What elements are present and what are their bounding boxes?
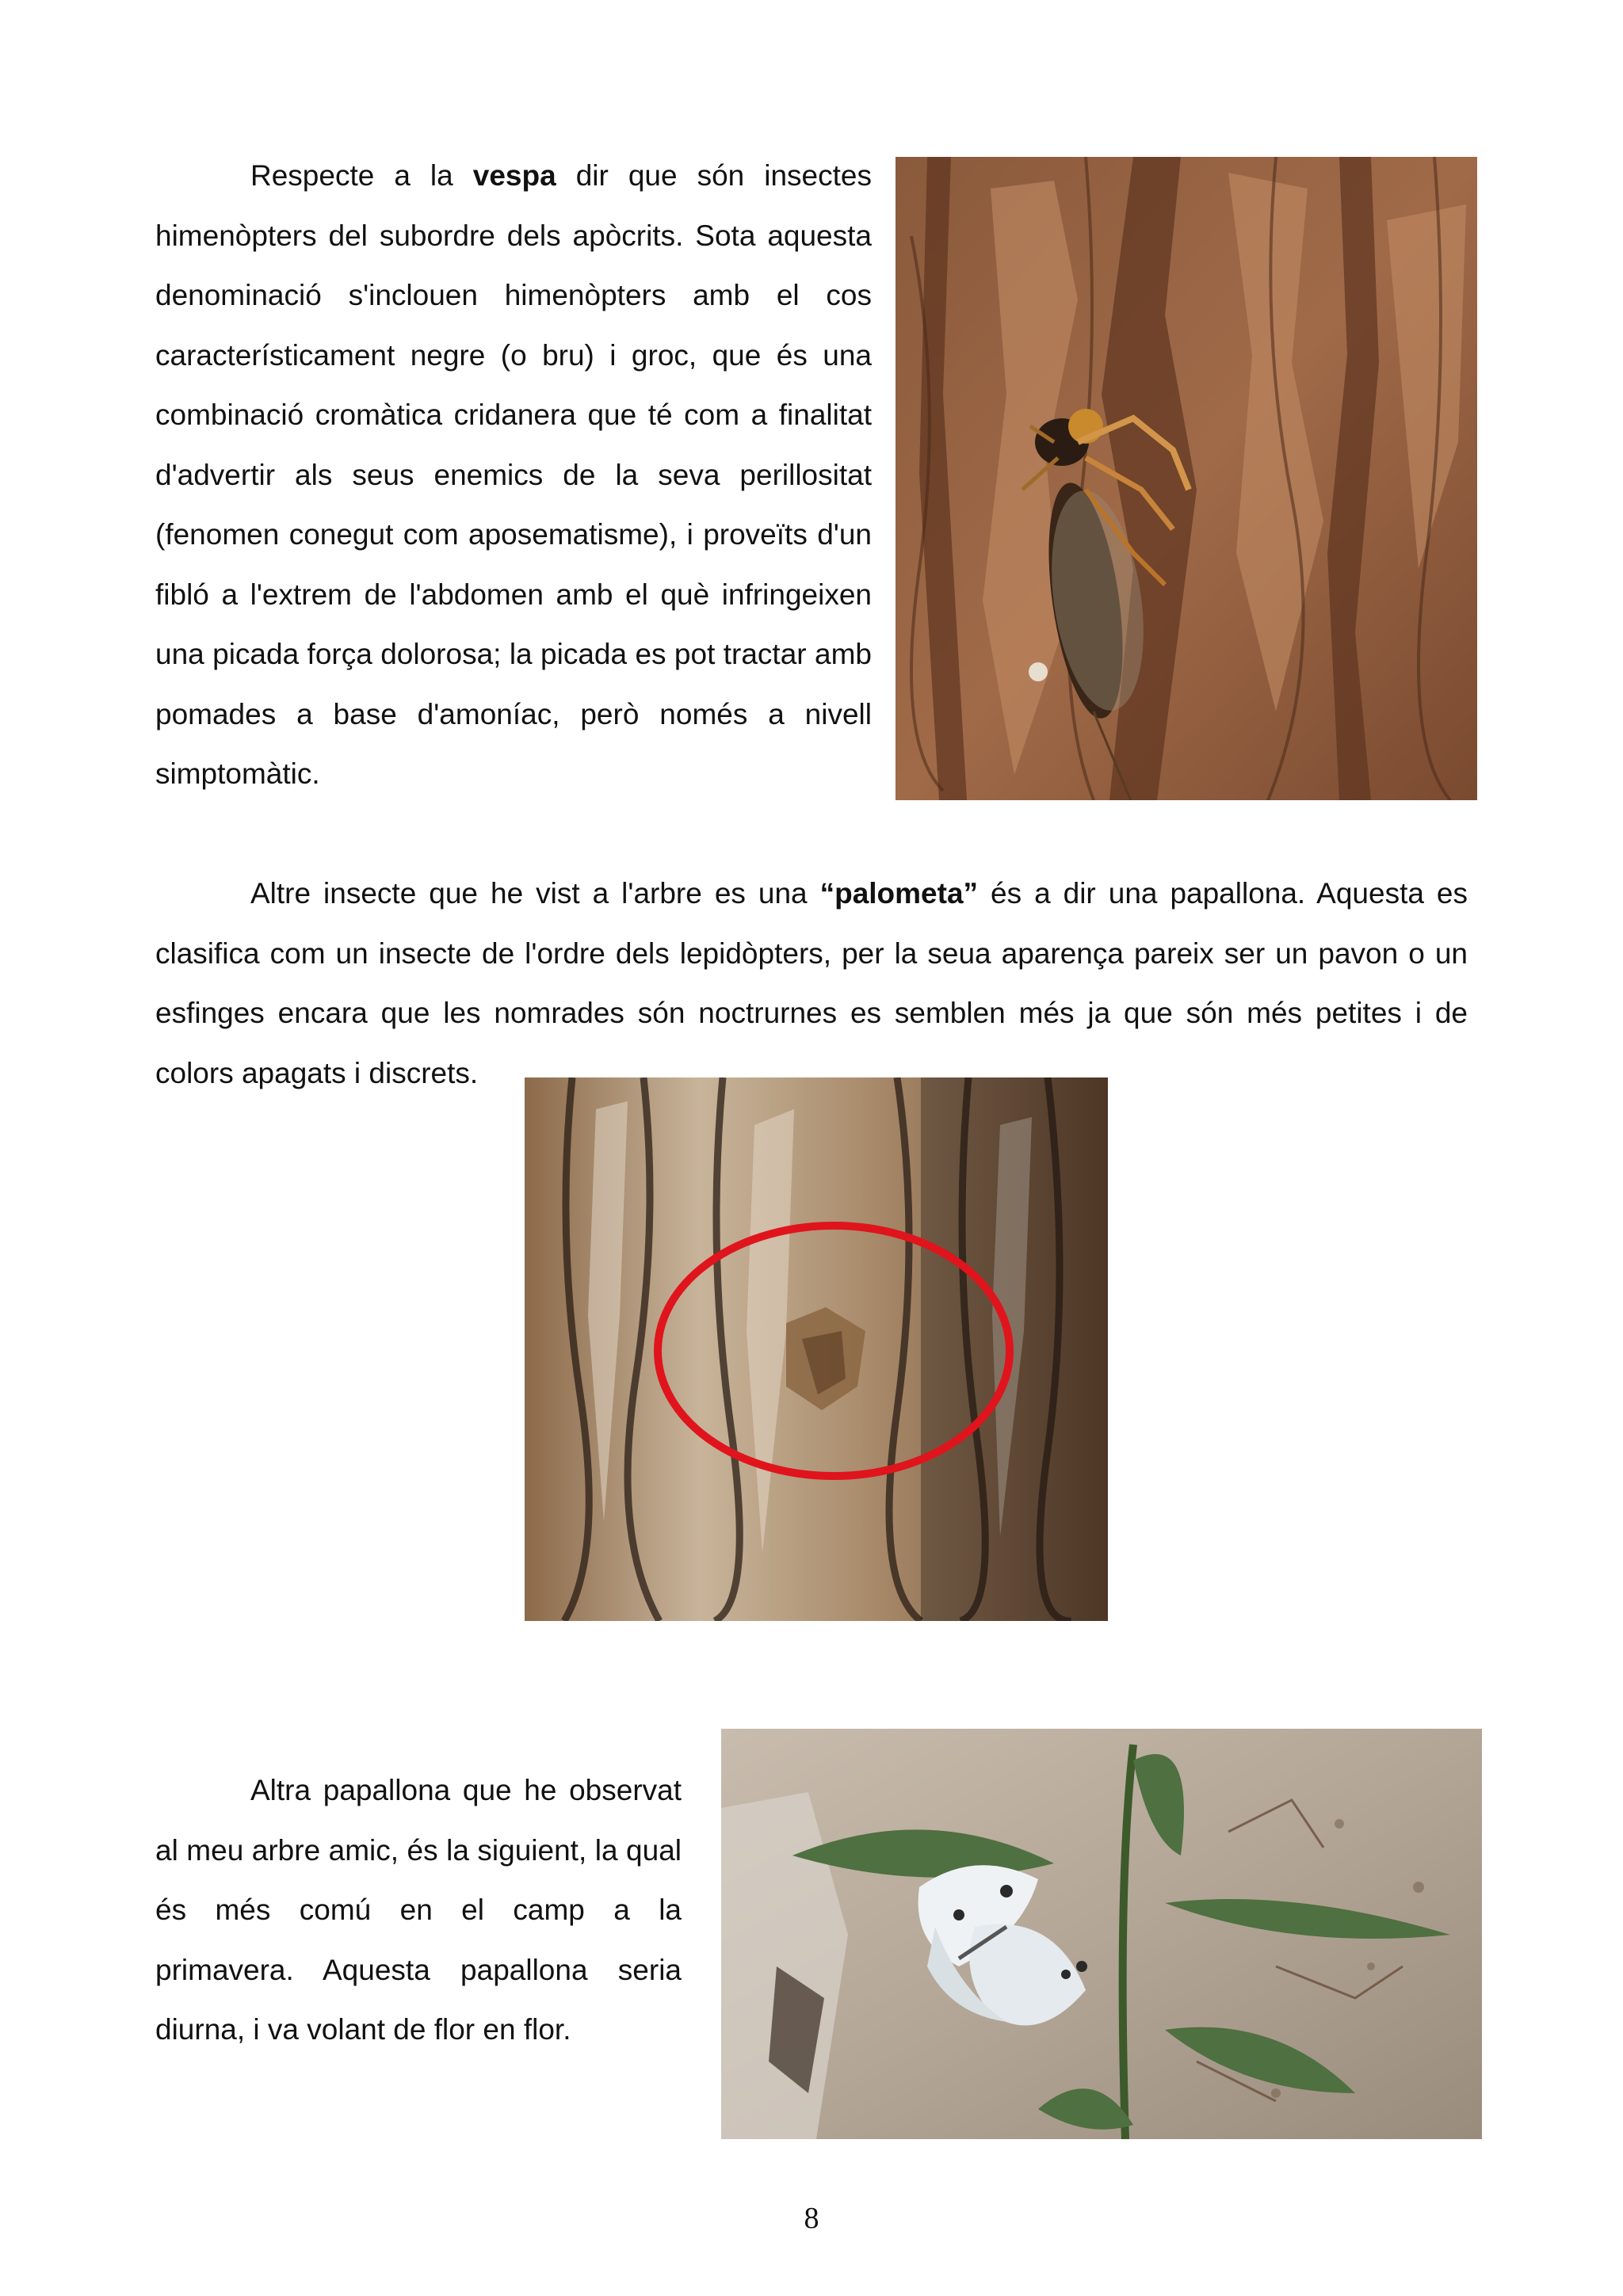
paragraph-moth bbox=[155, 864, 1468, 1103]
wasp-text-start: Respecte a la bbox=[250, 159, 473, 192]
paragraph-wasp bbox=[155, 146, 872, 804]
wasp-text-rest: dir que són insectes himenòpters del subordre dels apòcrits. Sota aquesta denominació s'inclouen himenòpters amb el cos característicament negre (o bru) i groc, que és una combinació cromàtica cridanera que té com a finalitat d'advertir als seus enemics de la seva perillositat (fenomen conegut com aposematisme), i proveïts d'un fibló a l'extrem de l'abdomen amb el què infringeixen una picada força dolorosa; la picada es pot tractar amb pomades a base d'amoníac, però només a nivell simptomàtic. bbox=[155, 159, 872, 790]
wasp-keyword: vespa bbox=[472, 159, 556, 192]
wasp-on-bark-photo bbox=[896, 157, 1477, 800]
white-butterfly-photo bbox=[721, 1729, 1482, 2139]
moth-keyword: “palometa” bbox=[819, 877, 979, 910]
moth-on-bark-photo bbox=[525, 1077, 1108, 1621]
moth-text-rest: és a dir una papallona. Aquesta es clasifica com un insecte de l'ordre dels lepidòpters, per la seua aparença pareix ser un pavon o un esfinges encara que les nomrades són noctrurnes es semblen més ja que són més petites i de colors apagats i discrets. bbox=[155, 877, 1468, 1089]
moth-text-start: Altre insecte que he vist a l'arbre es una bbox=[250, 877, 820, 910]
butterfly-text: Altra papallona que he observat al meu arbre amic, és la siguient, la qual és més comú en el camp a la primavera. Aquesta papallona seria diurna, i va volant de flor en flor. bbox=[155, 1774, 682, 2046]
page-number: 8 bbox=[804, 2202, 819, 2235]
paragraph-white-butterfly bbox=[155, 1760, 682, 2060]
